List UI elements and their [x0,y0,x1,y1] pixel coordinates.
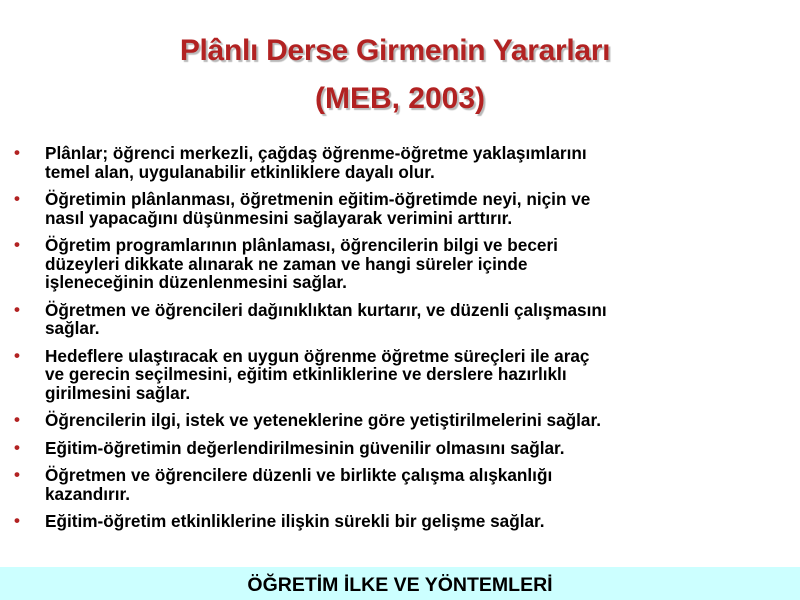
bullet-item [14,466,794,503]
footer-bar [0,567,800,600]
bullet-item [14,301,794,338]
bullet-marker: • [14,465,20,484]
bullet-list [14,144,794,540]
bullet-text-line: Öğrencilerin ilgi, istek ve yeteneklerine göre yetiştirilmelerini sağlar. [45,410,601,430]
bullet-item [14,236,794,292]
bullet-text-line: Hedeflere ulaştıracak en uygun öğrenme öğretme süreçleri ile araç [45,345,590,366]
bullet-text-line: nasıl yapacağını düşünmesini sağlayarak verimini arttırır. [45,207,513,228]
bullet-text-line: ve gerecin seçilmesini, eğitim etkinliklerine ve derslere hazırlıklı [45,364,567,384]
bullet-text-line: Eğitim-öğretim etkinliklerine ilişkin sürekli bir gelişme sağlar. [45,511,545,531]
bullet-text-line: düzeyleri dikkate alınarak ne zaman ve hangi süreler içinde [45,253,528,274]
bullet-item [14,411,794,430]
bullet-text-line: Öğretmen ve öğrencilere düzenli ve birlikte çalışma alışkanlığı [45,465,553,485]
bullet-marker: • [14,235,20,254]
bullet-item [14,144,794,181]
bullet-marker: • [14,345,20,365]
footer-text: ÖĞRETİM İLKE VE YÖNTEMLERİ [247,574,553,596]
bullet-text-line: sağlar. [45,318,100,338]
bullet-item [14,439,794,458]
bullet-item [14,347,794,403]
bullet-text-line: Öğretim programlarının plânlaması, öğrencilerin bilgi ve beceri [45,235,558,255]
bullet-marker: • [14,299,20,319]
bullet-text-line: Eğitim-öğretimin değerlendirilmesinin güvenilir olmasını sağlar. [45,437,565,458]
bullet-marker: • [14,511,20,530]
bullet-marker: • [14,437,20,457]
bullet-text-line: işleneceğinin düzenlenmesini sağlar. [45,272,347,292]
bullet-marker: • [14,410,20,429]
slide-title: Plânlı Derse Girmenin Yararları [179,34,611,67]
bullet-item [14,512,794,531]
bullet-text-line: temel alan, uygulanabilir etkinliklere dayalı olur. [45,161,435,182]
bullet-text-line: Öğretimin plânlanması, öğretmenin eğitim-öğretimde neyi, niçin ve [45,189,591,209]
slide-subtitle: (MEB, 2003) [314,82,486,115]
bullet-marker: • [14,189,20,208]
bullet-text-line: Öğretmen ve öğrencileri dağınıklıktan kurtarır, ve düzenli çalışmasını [45,299,607,320]
bullet-text-line: girilmesini sağlar. [45,382,191,403]
bullet-marker: • [14,143,20,162]
bullet-item [14,190,794,227]
bullet-text-line: Plânlar; öğrenci merkezli, çağdaş öğrenme-öğretme yaklaşımlarını [45,143,587,163]
bullet-text-line: kazandırır. [45,483,131,504]
